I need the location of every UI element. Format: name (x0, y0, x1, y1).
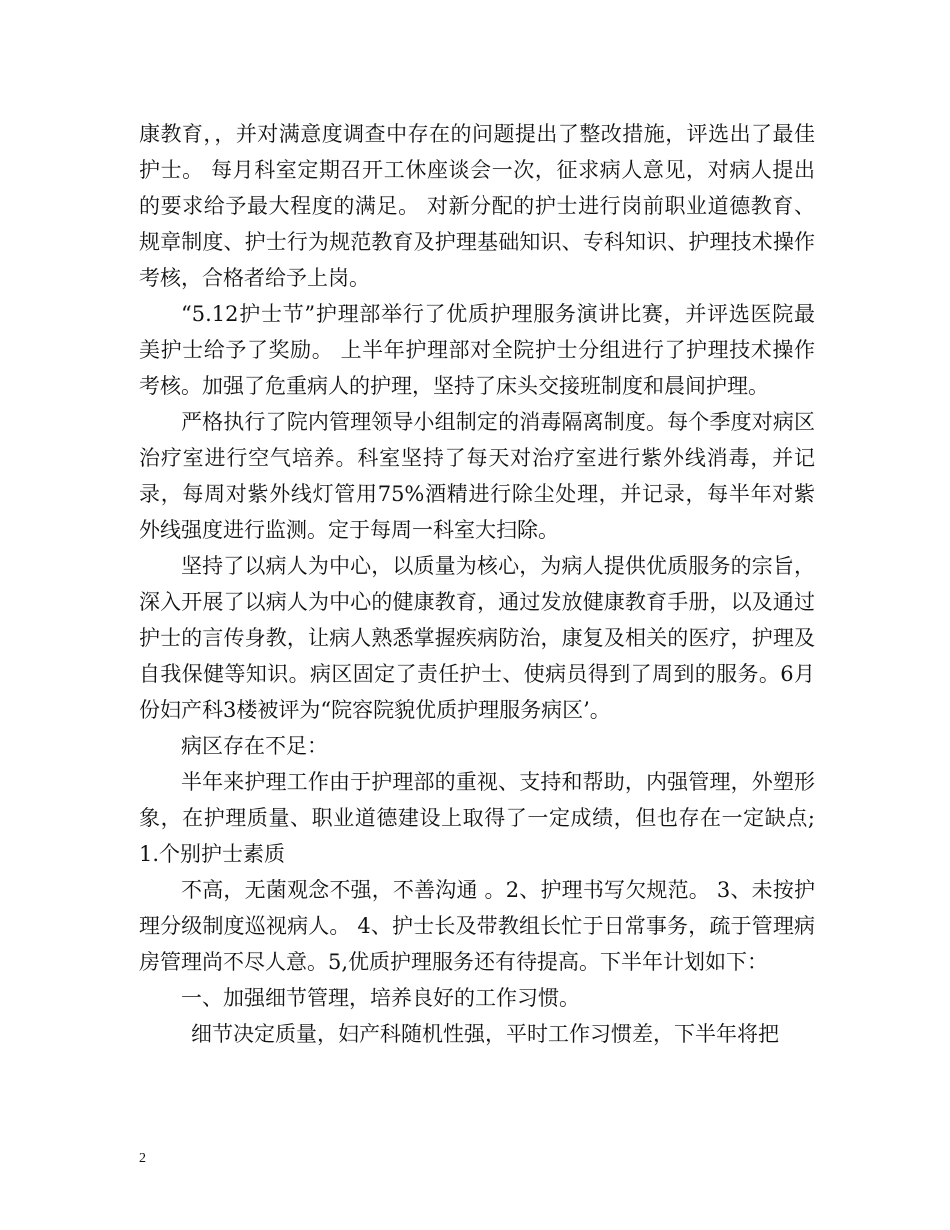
paragraph-shortcomings-list: 不高，无菌观念不强，不善沟通 。2、护理书写欠规范。 3、未按护理分级制度巡视病人。 4、护士长及带教组长忙于日常事务，疏于管理病房管理尚不尽人意。5,优质护理服务还有待提高。下半年计划如下： (139, 878, 815, 974)
paragraph-half-year-summary: 半年来护理工作由于护理部的重视、支持和帮助，内强管理，外塑形象，在护理质量、职业道德建设上取得了一定成绩，但也存在一定缺点;1.个别护士素质 (139, 770, 815, 866)
paragraph-nurses-day: “5.12护士节”护理部举行了优质护理服务演讲比赛，并评选医院最美护士给予了奖励。 上半年护理部对全院护士分组进行了护理技术操作考核。加强了危重病人的护理，坚持了床头交接班制度和晨间护理。 (139, 302, 815, 398)
paragraph-disinfection: 严格执行了院内管理领导小组制定的消毒隔离制度。每个季度对病区治疗室进行空气培养。科室坚持了每天对治疗室进行紫外线消毒，并记录，每周对紫外线灯管用75%酒精进行除尘处理，并记录，每半年对紫外线强度进行监测。定于每周一科室大扫除。 (139, 410, 815, 542)
paragraph-detail-management: 细节决定质量，妇产科随机性强，平时工作习惯差，下半年将把 (191, 1022, 779, 1046)
paragraph-shortcomings-heading: 病区存在不足： (181, 734, 328, 758)
paragraph-plan-heading: 一、加强细节管理，培养良好的工作习惯。 (181, 986, 580, 1010)
paragraph-patient-centered: 坚持了以病人为中心，以质量为核心，为病人提供优质服务的宗旨，深入开展了以病人为中心的健康教育，通过发放健康教育手册，以及通过护士的言传身教，让病人熟悉掌握疾病防治，康复及相关的医疗，护理及自我保健等知识。病区固定了责任护士、使病员得到了周到的服务。6月份妇产科3楼被评为“院容院貌优质护理服务病区’。 (139, 554, 815, 722)
paragraph-continued-health-education: 康教育，，并对满意度调查中存在的问题提出了整改措施，评选出了最佳护士。 每月科室定期召开工休座谈会一次，征求病人意见，对病人提出的要求给予最大程度的满足。 对新分配的护士进行岗前职业道德教育、规章制度、护士行为规范教育及护理基础知识、专科知识、护理技术操作考核，合格者给予上岗。 (139, 122, 815, 290)
page-number: 2 (139, 1151, 146, 1166)
body-text (139, 116, 815, 1052)
